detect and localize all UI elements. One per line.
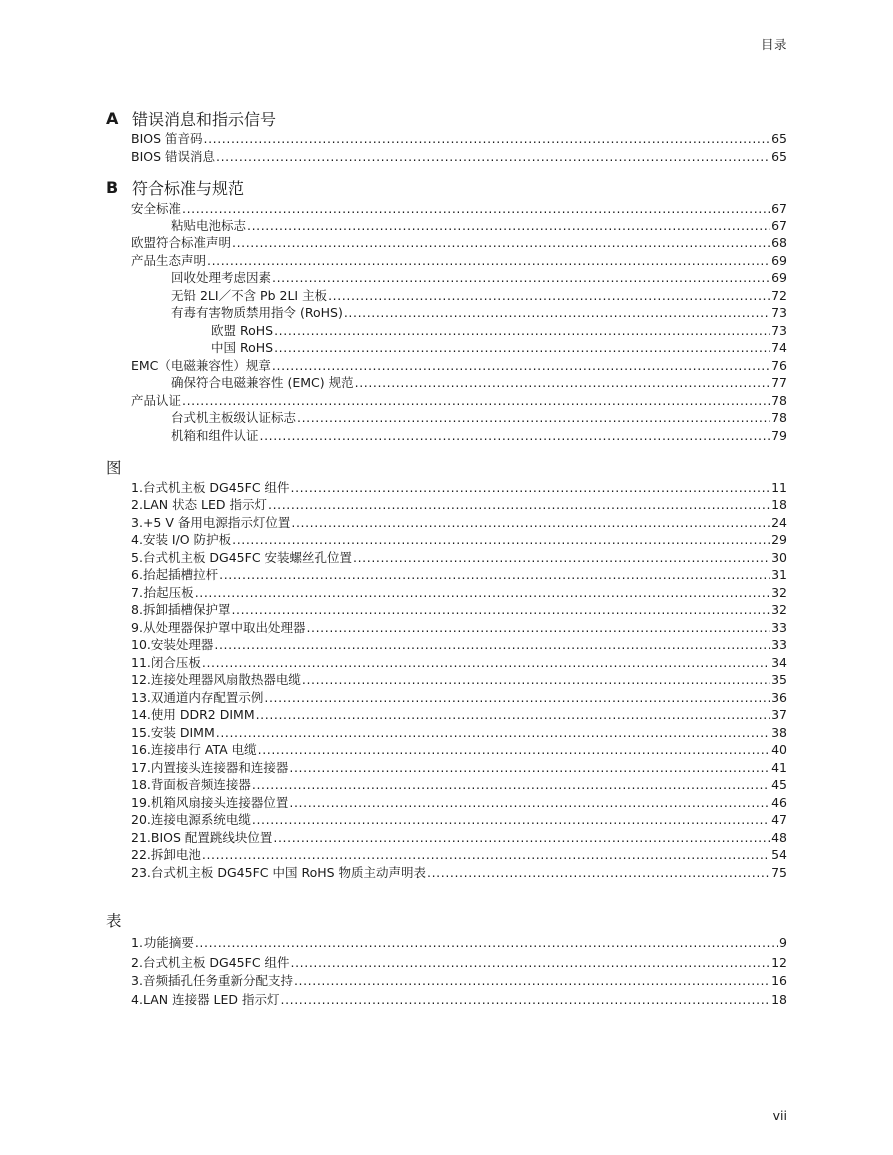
entry-title: 台式机主板级认证标志 [171,410,297,425]
dot-leader [256,706,770,723]
entry-number: 4. [131,992,143,1007]
entry-title: 安装处理器 [150,637,214,652]
dot-leader [202,846,770,863]
figure-entry[interactable] [131,811,787,828]
table-entry[interactable] [131,954,787,971]
entry-page: 38 [771,725,787,740]
dot-leader [427,864,770,881]
toc-entry[interactable] [131,130,787,147]
dot-leader [274,322,770,339]
dot-leader [216,148,770,165]
toc-entry[interactable] [211,339,787,356]
figure-entry[interactable] [131,724,787,741]
toc-entry[interactable] [131,200,787,217]
entry-number: 2. [131,497,143,512]
entry-number: 21. [131,830,151,845]
running-head: 目录 [760,37,787,52]
dot-leader [231,601,770,618]
entry-number: 5. [131,550,143,565]
toc-entry[interactable] [131,392,787,409]
entry-page: 69 [771,270,787,285]
toc-entry[interactable] [211,322,787,339]
entry-page: 9 [779,935,787,950]
entry-title: 产品认证 [131,393,182,408]
entry-number: 6. [131,567,143,582]
dot-leader [274,339,770,356]
entry-page: 77 [771,375,787,390]
entry-page: 40 [771,742,787,757]
entry-title: 台式机主板 DG45FC 中国 RoHS 物质主动声明表 [150,865,427,880]
dot-leader [291,479,771,496]
figure-entry[interactable] [131,776,787,793]
entry-number: 12. [131,672,151,687]
tables-heading-label: 表 [106,912,122,930]
entry-title: 安装 I/O 防护板 [142,532,232,547]
figure-entry[interactable] [131,759,787,776]
entry-number: 14. [131,707,151,722]
entry-title: 闭合压板 [150,655,201,670]
dot-leader [247,217,770,234]
entry-page: 48 [771,830,787,845]
entry-page: 16 [771,973,787,988]
dot-leader [232,531,770,548]
entry-page: 11 [771,480,787,495]
figure-entry[interactable] [131,479,787,496]
entry-page: 35 [771,672,787,687]
dot-leader [252,776,770,793]
entry-title: 抬起插槽拉杆 [143,567,219,582]
dot-leader [258,741,770,758]
figure-entry[interactable] [131,741,787,758]
entry-title: 欧盟 RoHS [211,323,274,338]
entry-number: 3. [131,973,143,988]
entry-title: 抬起压板 [143,585,194,600]
entry-page: 74 [771,340,787,355]
figure-entry[interactable] [131,794,787,811]
dot-leader [297,409,770,426]
table-entry[interactable] [131,972,787,989]
figure-entry[interactable] [131,566,787,583]
dot-leader [344,304,770,321]
entry-page: 12 [771,955,787,970]
entry-page: 54 [771,847,787,862]
entry-number: 8. [131,602,143,617]
entry-number: 2. [131,955,143,970]
toc-entry[interactable] [171,409,787,426]
figure-entry[interactable] [131,496,787,513]
dot-leader [204,130,771,147]
dot-leader [207,252,770,269]
entry-title: LAN 状态 LED 指示灯 [142,497,267,512]
section-heading-a[interactable] [106,107,276,130]
figure-entry[interactable] [131,864,787,881]
entry-title: 使用 DDR2 DIMM [150,707,255,722]
entry-title: 连接串行 ATA 电缆 [150,742,257,757]
entry-title: 双通道内存配置示例 [150,690,264,705]
entry-page: 41 [771,760,787,775]
dot-leader [294,972,770,989]
entry-page: 72 [771,288,787,303]
entry-number: 9. [131,620,143,635]
dot-leader [232,234,770,251]
tables-heading [106,909,122,931]
entry-number: 17. [131,760,151,775]
entry-title: 安装 DIMM [150,725,215,740]
figure-entry[interactable] [131,829,787,846]
entry-title: BIOS 配置跳线块位置 [150,830,273,845]
table-entry[interactable] [131,991,787,1008]
entry-page: 45 [771,777,787,792]
figures-heading [106,456,122,478]
entry-title: 欧盟符合标准声明 [131,235,232,250]
section-letter: B [106,178,119,197]
entry-title: 台式机主板 DG45FC 安装螺丝孔位置 [142,550,353,565]
dot-leader [214,636,770,653]
dot-leader [260,427,771,444]
entry-page: 18 [771,497,787,512]
dot-leader [306,619,770,636]
entry-page: 78 [771,393,787,408]
entry-page: 33 [771,637,787,652]
entry-page: 47 [771,812,787,827]
dot-leader [302,671,770,688]
dot-leader [289,759,770,776]
entry-title: LAN 连接器 LED 指示灯 [142,992,280,1007]
entry-page: 32 [771,602,787,617]
dot-leader [289,794,770,811]
entry-title: 台式机主板 DG45FC 组件 [142,480,290,495]
entry-number: 4. [131,532,143,547]
entry-page: 73 [771,305,787,320]
figure-entry[interactable] [131,654,787,671]
entry-title: 音频插孔任务重新分配支持 [142,973,293,988]
entry-title: 粘贴电池标志 [171,218,247,233]
entry-title: 产品生态声明 [131,253,207,268]
entry-title: 功能摘要 [143,935,194,950]
dot-leader [268,496,770,513]
toc-entry[interactable] [171,304,787,321]
entry-title: BIOS 笛音码 [131,131,203,146]
entry-number: 20. [131,812,151,827]
entry-title: 确保符合电磁兼容性 (EMC) 规范 [171,375,354,390]
entry-page: 79 [771,428,787,443]
dot-leader [272,269,770,286]
entry-page: 18 [771,992,787,1007]
figure-entry[interactable] [131,601,787,618]
dot-leader [216,724,770,741]
dot-leader [195,934,778,951]
entry-number: 16. [131,742,151,757]
dot-leader [353,549,770,566]
figure-entry[interactable] [131,619,787,636]
entry-number: 3. [131,515,143,530]
figure-entry[interactable] [131,584,787,601]
section-heading-b[interactable] [106,176,244,199]
dot-leader [281,991,771,1008]
entry-number: 10. [131,637,151,652]
entry-page: 67 [771,201,787,216]
entry-title: 拆卸电池 [150,847,201,862]
entry-page: 36 [771,690,787,705]
figure-entry[interactable] [131,671,787,688]
entry-page: 78 [771,410,787,425]
dot-leader [291,514,770,531]
entry-number: 22. [131,847,151,862]
entry-page: 34 [771,655,787,670]
entry-title: 机箱和组件认证 [171,428,259,443]
figure-entry[interactable] [131,549,787,566]
entry-page: 37 [771,707,787,722]
toc-entry[interactable] [171,374,787,391]
entry-title: 安全标准 [131,201,182,216]
entry-number: 23. [131,865,151,880]
dot-leader [202,654,770,671]
entry-number: 15. [131,725,151,740]
figure-entry[interactable] [131,846,787,863]
entry-page: 29 [771,532,787,547]
section-letter: A [106,109,119,128]
entry-page: 33 [771,620,787,635]
entry-number: 19. [131,795,151,810]
entry-page: 76 [771,358,787,373]
dot-leader [219,566,770,583]
section-title: 错误消息和指示信号 [132,110,277,129]
entry-page: 69 [771,253,787,268]
dot-leader [252,811,770,828]
toc-entry[interactable] [131,252,787,269]
entry-title: 机箱风扇接头连接器位置 [150,795,289,810]
entry-number: 11. [131,655,151,670]
entry-page: 24 [771,515,787,530]
dot-leader [195,584,770,601]
dot-leader [272,357,770,374]
dot-leader [273,829,770,846]
entry-title: BIOS 错误消息 [131,149,216,164]
entry-page: 73 [771,323,787,338]
entry-page: 65 [771,131,787,146]
entry-page: 31 [771,567,787,582]
toc-entry[interactable] [171,217,787,234]
table-entry[interactable] [131,934,787,951]
figure-entry[interactable] [131,531,787,548]
entry-title: 背面板音频连接器 [150,777,251,792]
entry-title: 中国 RoHS [211,340,274,355]
toc-entry[interactable] [171,287,787,304]
entry-title: 连接电源系统电缆 [150,812,251,827]
entry-page: 68 [771,235,787,250]
entry-title: 从处理器保护罩中取出处理器 [142,620,306,635]
page-number: vii [772,1108,787,1123]
entry-page: 65 [771,149,787,164]
dot-leader [182,200,770,217]
entry-page: 46 [771,795,787,810]
entry-page: 75 [771,865,787,880]
figure-entry[interactable] [131,636,787,653]
dot-leader [264,689,770,706]
entry-page: 30 [771,550,787,565]
entry-title: +5 V 备用电源指示灯位置 [142,515,291,530]
dot-leader [291,954,771,971]
entry-number: 1. [131,935,143,950]
entry-title: 回收处理考虑因素 [171,270,272,285]
figure-entry[interactable] [131,514,787,531]
figure-entry[interactable] [131,689,787,706]
entry-title: 连接处理器风扇散热器电缆 [150,672,301,687]
toc-entry[interactable] [131,357,787,374]
toc-entry[interactable] [171,269,787,286]
figures-heading-label: 图 [106,459,122,477]
entry-number: 1. [131,480,143,495]
toc-entry[interactable] [171,427,787,444]
entry-page: 67 [771,218,787,233]
entry-number: 7. [131,585,143,600]
section-title: 符合标准与规范 [132,179,245,198]
figure-entry[interactable] [131,706,787,723]
entry-number: 13. [131,690,151,705]
dot-leader [355,374,770,391]
entry-title: 有毒有害物质禁用指令 (RoHS) [171,305,343,320]
entry-number: 18. [131,777,151,792]
entry-page: 32 [771,585,787,600]
dot-leader [182,392,770,409]
entry-title: 内置接头连接器和连接器 [150,760,289,775]
entry-title: 拆卸插槽保护罩 [142,602,231,617]
entry-title: EMC（电磁兼容性）规章 [131,358,271,373]
entry-title: 台式机主板 DG45FC 组件 [142,955,290,970]
entry-title: 无铅 2LI／不含 Pb 2LI 主板 [171,288,328,303]
toc-entry[interactable] [131,148,787,165]
toc-entry[interactable] [131,234,787,251]
dot-leader [328,287,770,304]
